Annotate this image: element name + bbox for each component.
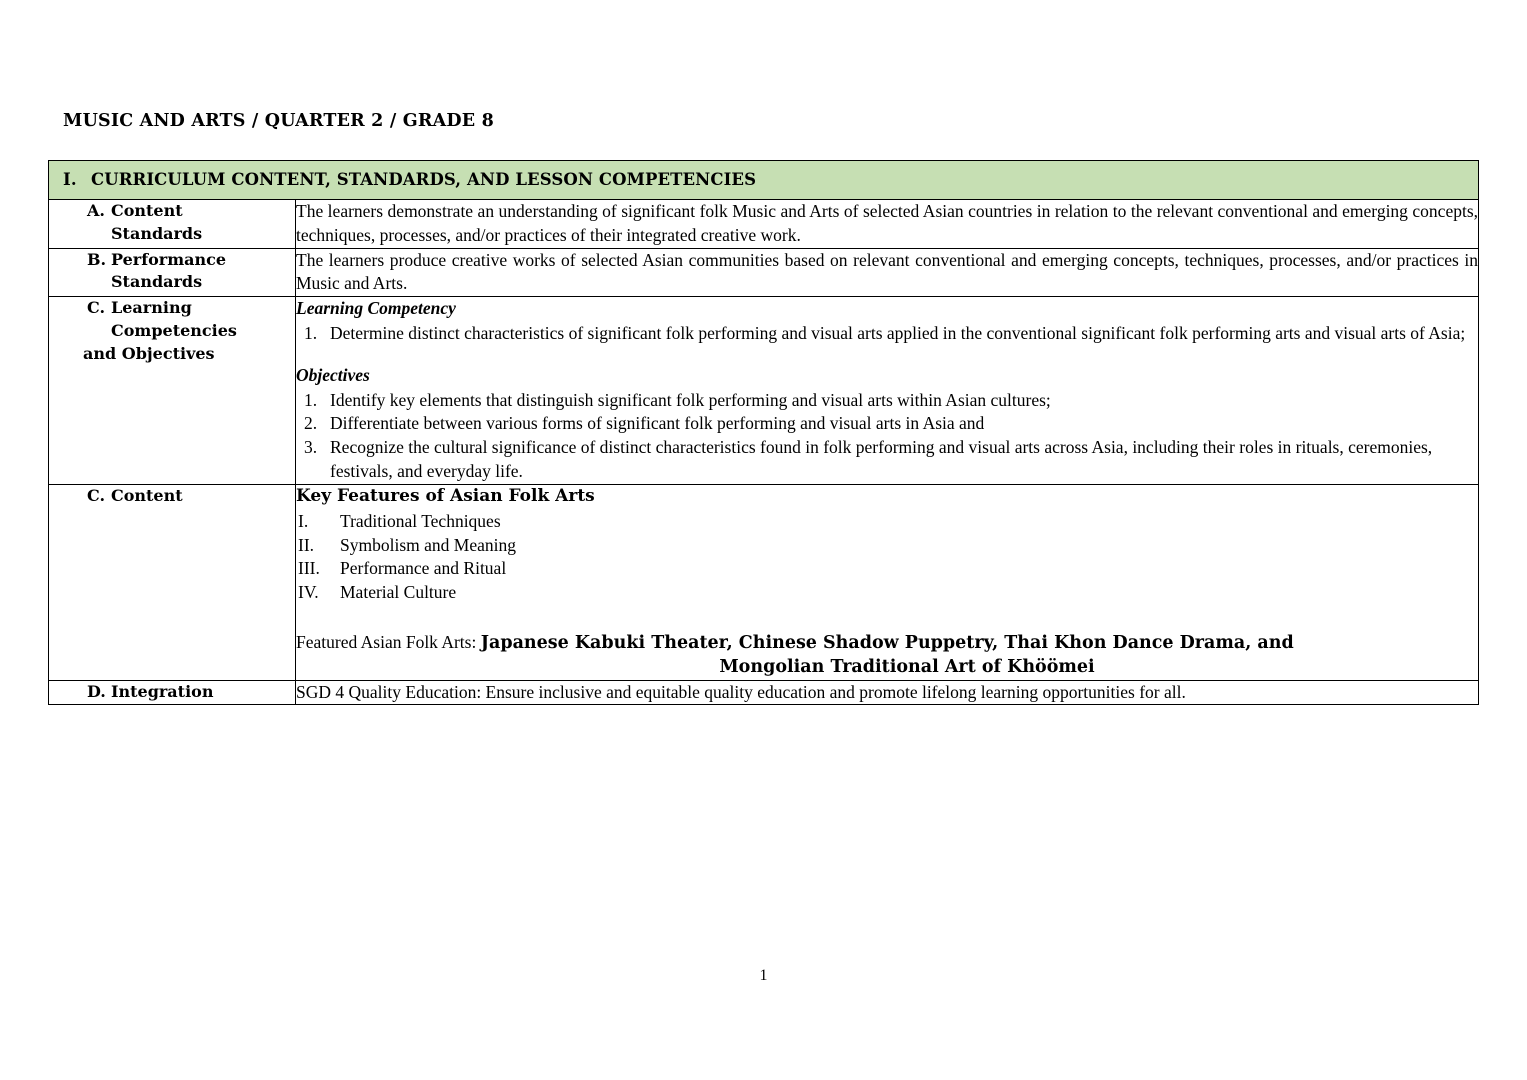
learning-competency-heading: Learning Competency xyxy=(296,298,456,319)
list-item xyxy=(296,510,1478,534)
list-text: Identify key elements that distinguish significant folk performing and visual arts within Asian cultures; xyxy=(330,389,1051,410)
list-text: Performance and Ritual xyxy=(340,558,507,579)
table-row-performance-standards xyxy=(49,248,1479,297)
row-label-content-standards xyxy=(49,200,296,249)
page-number: 1 xyxy=(759,967,768,984)
section-heading: CURRICULUM CONTENT, STANDARDS, AND LESSON COMPETENCIES xyxy=(91,170,757,189)
row-body-content xyxy=(296,484,1479,680)
row-marker: D. xyxy=(87,681,106,701)
list-text: Material Culture xyxy=(340,582,457,603)
table-row-learning-competencies xyxy=(49,297,1479,485)
curriculum-table xyxy=(48,160,1479,705)
list-marker: I. xyxy=(298,510,309,531)
list-text: Traditional Techniques xyxy=(340,510,501,531)
row-label-line2: Competencies xyxy=(111,320,237,340)
list-marker: IV. xyxy=(298,582,319,603)
row-body-performance-standards xyxy=(296,248,1479,297)
row-label-learning-competencies xyxy=(49,297,296,485)
list-item xyxy=(296,389,1478,413)
list-item xyxy=(296,436,1478,484)
list-text: Symbolism and Meaning xyxy=(340,534,516,555)
page-title: MUSIC AND ARTS / QUARTER 2 / GRADE 8 xyxy=(63,111,494,131)
content-heading: Key Features of Asian Folk Arts xyxy=(296,485,595,506)
row-label-line2: Standards xyxy=(111,272,203,292)
featured-label: Featured Asian Folk Arts: xyxy=(296,632,477,653)
row-marker: C. xyxy=(87,485,106,505)
row-label-line2: Standards xyxy=(111,223,203,243)
list-marker: 3. xyxy=(304,437,318,458)
section-banner-cell xyxy=(49,161,1479,200)
row-label-performance-standards xyxy=(49,248,296,297)
section-banner-row xyxy=(49,161,1479,200)
list-marker: II. xyxy=(298,534,315,555)
row-body-integration xyxy=(296,680,1479,705)
list-item xyxy=(296,557,1478,581)
integration-text: SGD 4 Quality Education: Ensure inclusive and equitable quality education and promote lifelong learning opportunities for all. xyxy=(296,681,1186,702)
row-label-line1: Content xyxy=(111,201,183,220)
row-label-content xyxy=(49,484,296,680)
list-marker: 1. xyxy=(304,322,318,343)
learning-competency-list xyxy=(296,322,1478,346)
section-numeral: I. xyxy=(63,170,77,189)
list-item xyxy=(296,412,1478,436)
row-label-line1: Integration xyxy=(111,681,214,701)
row-body-learning-competencies xyxy=(296,297,1479,485)
content-standards-text: The learners demonstrate an understanding of significant folk Music and Arts of selected Asian countries in relation to the relevant conventional and emerging concepts, techniques, processes, and/or practices of their integrated creative work. xyxy=(296,201,1479,245)
row-label-integration xyxy=(49,680,296,705)
content-feature-list xyxy=(296,510,1478,605)
list-item xyxy=(296,534,1478,558)
list-marker: 2. xyxy=(304,413,318,434)
objectives-list xyxy=(296,389,1478,484)
row-label-line1: Learning xyxy=(111,298,192,318)
row-marker: A. xyxy=(87,201,105,220)
featured-folk-arts xyxy=(296,631,1478,680)
row-label-line1: Content xyxy=(111,485,183,505)
row-label-line3: and Objectives xyxy=(83,343,215,363)
row-body-content-standards xyxy=(296,200,1479,249)
featured-value-line2: Mongolian Traditional Art of Khöömei xyxy=(719,656,1095,677)
table-row-integration xyxy=(49,680,1479,705)
objectives-heading: Objectives xyxy=(296,364,370,385)
list-text: Differentiate between various forms of significant folk performing and visual arts in Asia and xyxy=(330,413,985,434)
row-label-line1: Performance xyxy=(111,249,227,269)
list-marker: III. xyxy=(298,558,320,579)
table-row-content xyxy=(49,484,1479,680)
row-marker: B. xyxy=(87,249,107,269)
row-marker: C. xyxy=(87,298,106,318)
featured-value-line1: Japanese Kabuki Theater, Chinese Shadow Puppetry, Thai Khon Dance Drama, and xyxy=(480,633,1294,654)
list-text: Recognize the cultural significance of distinct characteristics found in folk performing and visual arts across Asia, including their roles in rituals, ceremonies, festivals, and everyday life. xyxy=(330,437,1433,481)
list-item xyxy=(296,581,1478,605)
performance-standards-text: The learners produce creative works of selected Asian communities based on relevant conventional and emerging concepts, techniques, processes, and/or practices in Music and Arts. xyxy=(296,249,1479,294)
list-marker: 1. xyxy=(304,389,318,410)
list-item xyxy=(296,322,1478,346)
list-text: Determine distinct characteristics of significant folk performing and visual arts applied in the conventional significant folk performing arts and visual arts of Asia; xyxy=(330,322,1466,343)
table-row-content-standards xyxy=(49,200,1479,249)
